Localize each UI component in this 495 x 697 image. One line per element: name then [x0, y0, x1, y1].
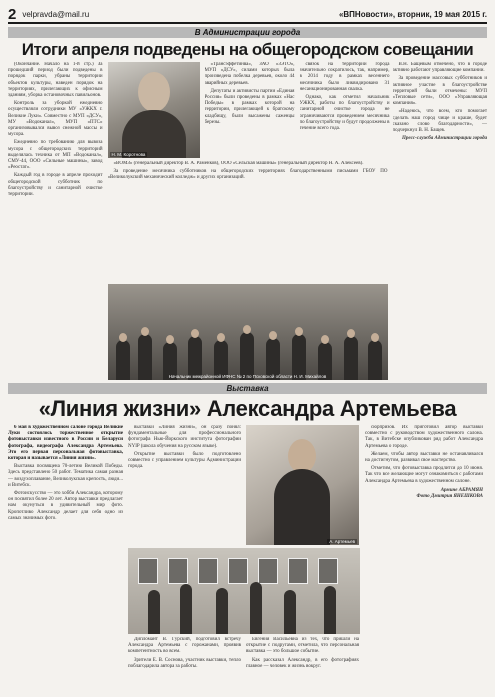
photo-meeting-hall [108, 284, 388, 380]
article-column-4 [393, 62, 488, 380]
exhibition-middle-top [128, 425, 360, 545]
section-rubric-administration: В Администрации города [8, 27, 487, 38]
paragraph: Фотоискусство — это хобби Александра, которому он посвятил более 20 лет. Автор выставки предлагает нам окунуться в удивительный мир фото. Кропотливо Александр делает для себя одно из самых значимых фото. [8, 491, 123, 521]
paragraph: Контроль за уборкой ежедневно осуществляли сотрудники МУ «УЖКХ г. Великие Луки». Совместно с МУП «ДСУ», МУ «Водоканал», МУП «ПТС» организовывался вывоз снежной массы и мусора. [8, 101, 103, 138]
press-service-signature: Пресс-служба Администрации города [402, 136, 487, 142]
exhibition-column-mid-b [246, 637, 359, 697]
paragraph: «ВОМЗ» (генеральный директор В. А. Раменков), ООО «Сельская машины» (генеральный директор Н. А. Алексеев). [113, 161, 364, 166]
paragraph: Депутаты и активисты партии «Единая Россия» были проведены в рамках «Нас Победы» в рамках которой на территории, прилегающей к братскому кладбищу, были высажены саженцы березы. [204, 88, 295, 125]
photo-caption: Начальник межрайонной ИФНС № 2 по Псковской области Н. И. Михайлов [168, 374, 327, 379]
issue-info: «ВПНовости», вторник, 19 мая 2015 г. [338, 9, 487, 19]
artist-head-shape [288, 439, 316, 473]
article-column-2 [205, 62, 295, 158]
paragraph: Выставка посвящена 70-летию Великой Победы. Здесь представлено 50 работ. Тематика самая разная — воздухоплавание, Великолукская крепость, люди... и Витебск. [8, 464, 123, 488]
exhibition-column-right [365, 425, 483, 697]
portrait-head-shape [138, 72, 170, 112]
exhibition-column-mid-a [128, 637, 241, 697]
masthead-email[interactable]: velpravda@mail.ru [22, 9, 90, 19]
paragraph: Ежедневно по требованию для вывоза мусора с общегородских территорий выделялась техника от МП «Водоканал», СМУ-44, ООО «Сильные машины», завод «Реостат». [8, 140, 103, 171]
paragraph: (Окончание. Начало на 1-й стр.) За прошедший период были подведены в порядок парки, убраны территории объектов культуры, наведен порядок на территориях, прилегающих к офисным зданиям, уборка остановочных павильонов. [8, 62, 103, 99]
paragraph: За проведение месячника субботников на общегородских территориях благодарственными письмами ГБОУ ПО «Великолукский механический колледж» и других организаций. [107, 169, 388, 181]
author-signature: Армине АБРАМЯН Фото Дмитрия ЯНЕШКОВА [416, 487, 483, 500]
middle-top-row [108, 62, 388, 158]
article-column-3 [300, 62, 390, 158]
paragraph: Каждый год в городе в апреле проходит общегородской субботник по благоустройству и санитарной очистке территории. [8, 173, 103, 198]
lead-paragraph: 6 мая в художественном салоне города Великие Луки состоялось торжественное открытие фотовыставки известного в России и Беларуси фотографа, видеографа Александра Артемьева. Это его первая персональная фотовыставка, которая и называется «Линия жизни». [8, 425, 123, 462]
paragraph: Как рассказал Александр, в его фотографиях главное — человек и жизнь вокруг. [246, 657, 359, 669]
article-middle [108, 62, 388, 380]
artist-body-shape [274, 469, 330, 545]
headline-exhibition: «Линия жизни» Александра Артемьева [38, 396, 457, 421]
exhibition-column-left [8, 425, 123, 697]
photo-gallery-visitors [128, 548, 360, 634]
photo-artist [246, 425, 359, 545]
paragraph: Желаем, чтобы автор выставки не останавливался на достигнутом, развивал свое мастерство. [365, 451, 483, 464]
middle-text-columns [205, 62, 390, 158]
paragraph: За проведение массовых субботников и активное участие в благоустройстве территорий были отмечены: МУП «Тепловые сети», ООО «Управляющая компания». [392, 76, 487, 107]
paragraph: связок на территории города значительно сократилось, так, например, в 2014 году в рамках весеннего месячника было ликвидировано 31 несанкционированная свалка. [299, 62, 390, 92]
masthead [8, 6, 487, 24]
paragraph: Евгения Васильевна из тех, что пришли на открытие с подругами, отметила, что персональная выставка — это большое событие. [246, 637, 359, 655]
paragraph: сюрпризов. Их приготовил автор выставки совместно с руководством художественного салона. Так, в Витебске опубликован ряд работ Александра Артемьева о городе. [365, 425, 483, 449]
article-meeting [8, 62, 487, 380]
paragraph: выставки «Линия жизни», он сразу понял: фундаментальные для профессионального фотографа Нью-Йоркского института фотографии NYIP (школа обучения на русском языке). [128, 425, 241, 449]
exhibition-middle [128, 425, 360, 697]
paragraph: Дипломант В. Гурский, подготовил встречу Александра Артемьева с горожанами, проявив компетентность во всем. [128, 637, 241, 655]
portrait-body-shape [122, 110, 186, 158]
paragraph: «Трансэффетинва», ЗАО «ЗЭТО», МУП «ДСУ», силами которых была произведена побелка деревьев, около 44 аварийных деревьев. [204, 62, 295, 86]
exhibition-column-middle [128, 425, 241, 545]
page-number: 2 [8, 5, 17, 23]
middle-lower-text [108, 161, 388, 281]
article-exhibition [8, 425, 487, 697]
section-rubric-exhibition: Выставка [8, 383, 487, 394]
paragraph: Открытие выставки было подготовлено совместно с управлением культуры Администрации города. [128, 451, 241, 470]
paragraph: В.Н. Бащевым отмечено, что в городе активно работают управляющие компании. [392, 62, 487, 74]
paragraph: Отметим, что фотовыставка продлится до 10 июня. Так что все желающие могут ознакомиться с работами Александра Артемьева в художественном салоне. [365, 466, 483, 484]
exhibition-middle-bottom [128, 637, 360, 697]
photo-portrait [108, 62, 200, 158]
paragraph: Однако, как отметил начальник УЖКХ, работы по благоустройству и санитарной очистке города не ограничиваются проведением месячника по благоустройству и будут продолжены в течение всего года. [299, 95, 390, 132]
paragraph: «Надеюсь, что всем, кто помогает сделать наш город чище и краше, будет сказано слово благодарности», — подчеркнул В. Н. Бащев. [392, 109, 487, 134]
paragraph: Зрители Е. В. Соснова, участник выставки, тепло поблагодарила автора за работы. [128, 657, 241, 669]
headline-meeting: Итоги апреля подведены на общегородском совещании [21, 40, 474, 59]
article-column-1 [8, 62, 103, 380]
photo-caption: А. Артемьев [329, 539, 355, 544]
article-column-wide [108, 161, 388, 281]
photo-caption: Н. М. Коротнова [111, 152, 146, 157]
